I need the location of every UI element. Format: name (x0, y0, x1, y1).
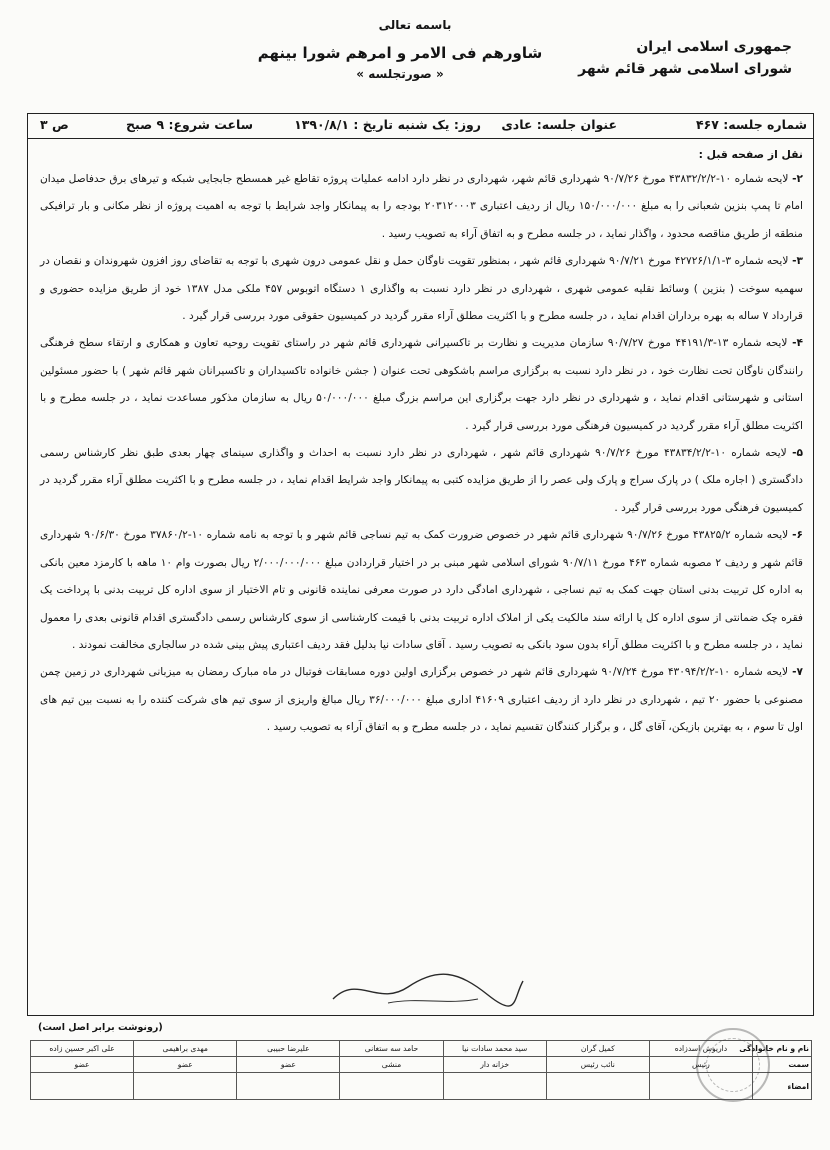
role-row-label: سمت (753, 1057, 812, 1073)
resolution-item (40, 248, 803, 330)
signature-cell (134, 1073, 237, 1100)
member-name: داریوش اسدزاده (649, 1041, 752, 1057)
member-name: علی اکبر حسین زاده (31, 1041, 134, 1057)
council-name: شورای اسلامی شهر قائم شهر (578, 61, 792, 77)
signature-cell (237, 1073, 340, 1100)
council-seal-stamp (696, 1028, 770, 1102)
signature-table (30, 1040, 812, 1100)
continuation-note: نقل از صفحه قبل : (698, 148, 803, 161)
resolution-item (40, 659, 803, 741)
signature-cell (546, 1073, 649, 1100)
signature-cell (443, 1073, 546, 1100)
item-number: ۲- (788, 173, 804, 185)
member-name: حامد سه ستغانی (340, 1041, 443, 1057)
item-number: ۶- (788, 529, 803, 542)
minutes-frame (27, 113, 814, 1016)
signature-row (31, 1073, 812, 1100)
member-role: عضو (31, 1057, 134, 1073)
member-role: نائب رئیس (546, 1057, 649, 1073)
session-info-bar (28, 114, 813, 139)
session-start-time: ساعت شروع: ۹ صبح (125, 117, 253, 132)
names-row (31, 1041, 812, 1057)
item-number: ۴- (787, 337, 803, 350)
member-name: مهدی براهیمی (134, 1041, 237, 1057)
resolution-item (40, 166, 803, 248)
country-name: جمهوری اسلامی ایران (636, 39, 792, 55)
session-day: روز: یک شنبه (397, 117, 481, 132)
item-text: لایحه شماره ۱۳-۴۴۱۹۱/۳ مورخ ۹۰/۷/۲۷ سازمان مدیریت و نظارت بر تاکسیرانی شهرداری قائم شهر در راستای تقویت روحیه تعاون و همکاری و ارتقاء سطح فرهنگی رانندگان ناوگان تحت نظارت خود ، در نظر دارد نسبت به برگزاری مراسم باشکوهی تحت عنوان ( جشن خانواده تاکسیداران و تاکسیرانان شهر قائم شهر ) با حضور مسئولین استانی و شهرستانی اقدام نماید ، و شهرداری در نظر دارد جهت برگزاری این مراسم بزرگ مبلغ ۵۰/۰۰۰/۰۰۰ ریال به سازمان مذکور مساعدت نماید ، در جلسه مطرح و با اکثریت مطلق آراء مقرر گردید در کمیسیون فرهنگی مورد بررسی قرار گیرد . (40, 337, 803, 432)
resolution-item (40, 522, 803, 659)
roles-row (31, 1057, 812, 1073)
session-number: شماره جلسه: ۴۶۷ (696, 117, 807, 132)
session-title: عنوان جلسه: عادی (501, 117, 617, 132)
handwritten-signature-mark (328, 969, 528, 1009)
member-name: سید محمد سادات نیا (443, 1041, 546, 1057)
resolution-item (40, 330, 803, 440)
member-role: منشی (340, 1057, 443, 1073)
member-role: عضو (237, 1057, 340, 1073)
item-number: ۵- (786, 447, 803, 460)
signature-cell (31, 1073, 134, 1100)
minutes-label: « صورتجلسه » (356, 67, 444, 81)
member-name: علیرضا حبیبی (237, 1041, 340, 1057)
bismillah-heading: باسمه تعالی (378, 18, 452, 32)
issuer-block (578, 36, 792, 80)
sign-row-label: امضاء (753, 1073, 812, 1100)
item-text: لایحه شماره ۱۰-۴۳۸۳۴/۲/۲ مورخ ۹۰/۷/۲۶ شهرداری قائم شهر ، شهرداری در نظر دارد نسبت به احداث و واگذاری سینمای چهار بعدی طبق نظر کارشناس رسمی دادگستری ( اجاره ملک ) در پارک سراج و پارک ولی عصر را از طریق مزایده کتبی به پیمانکار واجد شرایط اقدام نماید ، در جلسه مطرح و با اکثریت مطلق آراء مقرر گردید در کمیسیون فرهنگی مورد بررسی قرار گیرد . (40, 447, 803, 514)
member-role: رئیس (649, 1057, 752, 1073)
resolution-item (40, 440, 803, 522)
member-role: خزانه دار (443, 1057, 546, 1073)
signature-cell (340, 1073, 443, 1100)
item-text: لایحه شماره ۴۳۸۲۵/۲ مورخ ۹۰/۷/۲۶ شهرداری قائم شهر در خصوص ضرورت کمک به تیم نساجی قائم شهر و با توجه به نامه شماره ۱۰-۳۷۸۶۰/۲ مورخ ۹۰/۶/۳۰ شهرداری قائم شهر و ردیف ۲ مصوبه شماره ۴۶۳ مورخ ۹۰/۷/۱۱ شورای اسلامی شهر مبنی بر در اختیار قراردادن مبلغ ۲/۰۰۰/۰۰۰/۰۰۰ ریال بصورت وام ۱۰ ماهه با کارمزد معین بانکی به اداره کل تربیت بدنی استان جهت کمک به تیم نساجی ، شهرداری امادگی دارد در صورت معرفی نماینده قانونی و تام الاختیار از سوی اداره کل تربیت بدنی با پرداخت یک فقره چک ضمانتی از سوی اداره کل یا ارائه سند مالکیت یکی از املاک اداره تربیت بدنی با قیمت کارشناسی از سوی کارشناس رسمی دادگستری اقدام قانونی بعدی را معمول نماید ، در جلسه مطرح و با اکثریت مطلق آراء بدون سود بانکی به تصویب رسید . آقای سادات نیا بدلیل فقد ردیف اعتباری پیش بینی شده در سالجاری مخالفت نمودند . (40, 529, 803, 651)
session-date: تاریخ : ۱۳۹۰/۸/۱ (294, 117, 393, 132)
title-block (250, 42, 550, 84)
item-text: لایحه شماره ۱۰-۴۳۸۳۲/۲/۲ مورخ ۹۰/۷/۲۶ شهرداری قائم شهر، شهرداری در نظر دارد ادامه عملیات پروژه تقاطع غیر همسطح جابجایی شبکه و تیرهای برق حدفاصل میدان امام تا پمپ بنزین شعبانی را به مبلغ ۱۵۰/۰۰۰/۰۰۰ ریال از ردیف اعتباری ۲۰۳۱۲۰۰۰۳ بودجه را به پیمانکار واجد شرایط با توجه به اهمیت پروژه از نظر مکانی و بار ترافیکی منطقه از طریق مناقصه محدود ، واگذار نماید ، در جلسه مطرح و به اتفاق آراء به تصویب رسید . (40, 173, 803, 240)
item-text: لایحه شماره ۳-۴۲۷۲۶/۱/۱ مورخ ۹۰/۷/۲۱ شهرداری قائم شهر ، بمنظور تقویت ناوگان حمل و نقل عمومی درون شهری با توجه به تقاضای روز افزون شهروندان و نقصان در سهمیه سوخت ( بنزین ) وسائط نقلیه عمومی شهری ، شهرداری در نظر دارد نسبت به واگذاری ۱ دستگاه اتوبوس ۴۵۷ ملکی مدل ۱۳۸۷ خود از طریق مزایده حضوری و قرارداد ۷ ساله به بهره برداران اقدام نماید ، در جلسه مطرح و با اکثریت مطلق آراء مقرر گردید در کمیسیون حقوقی مورد بررسی قرار گیرد . (40, 255, 804, 323)
item-number: ۳- (788, 255, 804, 268)
minutes-body (40, 144, 803, 742)
page-number: ص ۳ (40, 117, 69, 132)
item-number: ۷- (788, 666, 804, 679)
true-copy-note: (رونوشت برابر اصل است) (38, 1022, 163, 1033)
member-role: عضو (134, 1057, 237, 1073)
name-row-label: نام و نام خانوادگی (753, 1041, 812, 1057)
member-name: کمیل گران (546, 1041, 649, 1057)
item-text: لایحه شماره ۱۰-۴۳۰۹۴/۲/۲ مورخ ۹۰/۷/۲۴ شهرداری قائم شهر در خصوص برگزاری اولین دوره مسابقات فوتبال در ماه مبارک رمضان به میزبانی شهرداری در زمین چمن مصنوعی با حضور ۲۰ تیم ، شهرداری در نظر دارد از ردیف اعتباری ۴۱۶۰۹ اداری مبلغ ۳۶/۰۰۰/۰۰۰ ریال مبالغ واریزی از سوی تیم های شرکت کننده را به نسبت بین تیم های اول تا سوم ، به بهترین بازیکن، آقای گل ، و برگزار کنندگان تقسیم نماید ، در جلسه مطرح و به اتفاق آراء به تصویب رسید . (40, 666, 803, 734)
quran-verse: شاورهم فی الامر و امرهم شورا بینهم (257, 44, 543, 62)
